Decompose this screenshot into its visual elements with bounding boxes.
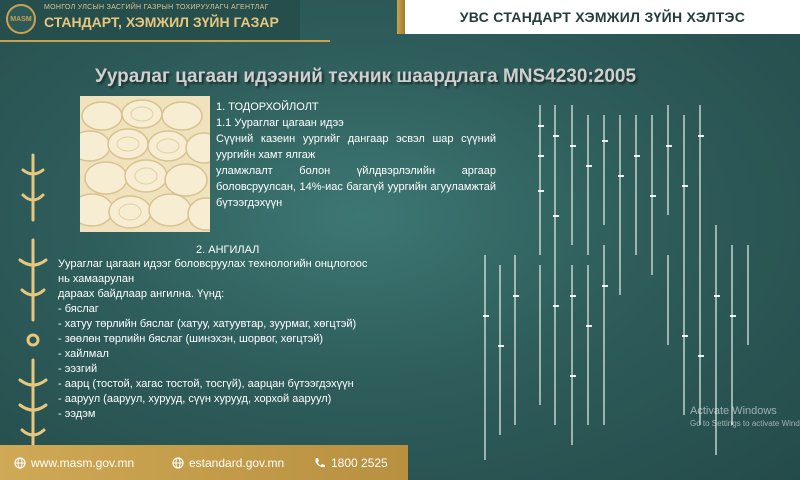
- website-link[interactable]: www.masm.gov.mn: [31, 455, 135, 470]
- footer-estandard[interactable]: [172, 445, 284, 480]
- estandard-link[interactable]: estandard.gov.mn: [189, 455, 285, 470]
- classification-item: - бяслаг: [58, 303, 99, 315]
- header-divider: [0, 40, 330, 42]
- department-banner: [405, 0, 800, 34]
- left-mongolian-calligraphy: [8, 150, 58, 450]
- classification-section: [58, 257, 418, 422]
- agency-name: СТАНДАРТ, ХЭМЖИЛ ЗҮЙН ГАЗАР: [44, 14, 279, 30]
- phone-number[interactable]: 1800 2525: [331, 455, 388, 470]
- classification-item: - ээдэм: [58, 408, 96, 420]
- agency-header: [0, 0, 300, 40]
- watermark-line-1: Activate Windows: [690, 405, 777, 417]
- activate-windows-watermark: [690, 405, 800, 428]
- classification-item: - ээзгий: [58, 363, 98, 375]
- agency-parent-name: МОНГОЛ УЛСЫН ЗАСГИЙН ГАЗРЫН ТОХИРУУЛАГЧ АГЕНТЛАГ: [44, 4, 269, 11]
- footer-website[interactable]: [14, 445, 134, 480]
- classification-item: - зөөлөн төрлийн бяслаг (шинэхэн, шорвог, хөгцтэй): [58, 333, 324, 345]
- watermark-line-2: Go to Settings to activate Wind: [690, 419, 800, 428]
- classification-item: - хатуу төрлийн бяслаг (хатуу, хатуувтар, зуурмаг, хөгцтэй): [58, 318, 357, 330]
- agency-logo: [6, 4, 36, 34]
- classification-item: - аарц (тостой, хагас тостой, тосгүй), аарцан бүтээгдэхүүн: [58, 378, 354, 390]
- contact-footer: [0, 445, 408, 480]
- globe-icon: [172, 457, 184, 469]
- phone-icon: [314, 457, 326, 469]
- definition-text-2: уламжлалт болон үйлдвэрлэлийн аргаар боловсруулсан, 14%-иас багагүй уургийн агууламжтай бүтээгдэхүүн: [216, 165, 496, 209]
- logo-text: MASM: [10, 15, 32, 23]
- classification-intro-3: дараах байдлаар ангилна. Үүнд:: [58, 288, 225, 300]
- slide-title: Ууралаг цагаан идээний техник шаардлага MNS4230:2005: [95, 66, 637, 87]
- classification-intro-2: нь хамаарулан: [58, 273, 135, 285]
- classification-item: - ааруул (ааруул, хурууд, сүүн хурууд, хорхой ааруул): [58, 393, 332, 405]
- globe-icon: [14, 457, 26, 469]
- classification-item: - хайлмал: [58, 348, 109, 360]
- classification-heading: 2. АНГИЛАЛ: [196, 244, 260, 256]
- classification-intro-1: Уураглаг цагаан идээг боловсруулах технологийн онцлогоос: [58, 258, 368, 270]
- definition-heading: 1. ТОДОРХОЙЛОЛТ: [216, 101, 319, 113]
- cheese-photo: [80, 96, 210, 232]
- definition-subheading: 1.1 Уураглаг цагаан идээ: [216, 117, 344, 129]
- definition-section: [216, 99, 496, 211]
- footer-phone[interactable]: [314, 445, 388, 480]
- definition-text-1: Сүүний казеин уургийг дангаар эсвэл шар сүүний уургийн хамт ялгаж: [216, 133, 496, 161]
- department-title: УВС СТАНДАРТ ХЭМЖИЛ ЗҮЙН ХЭЛТЭС: [459, 9, 746, 25]
